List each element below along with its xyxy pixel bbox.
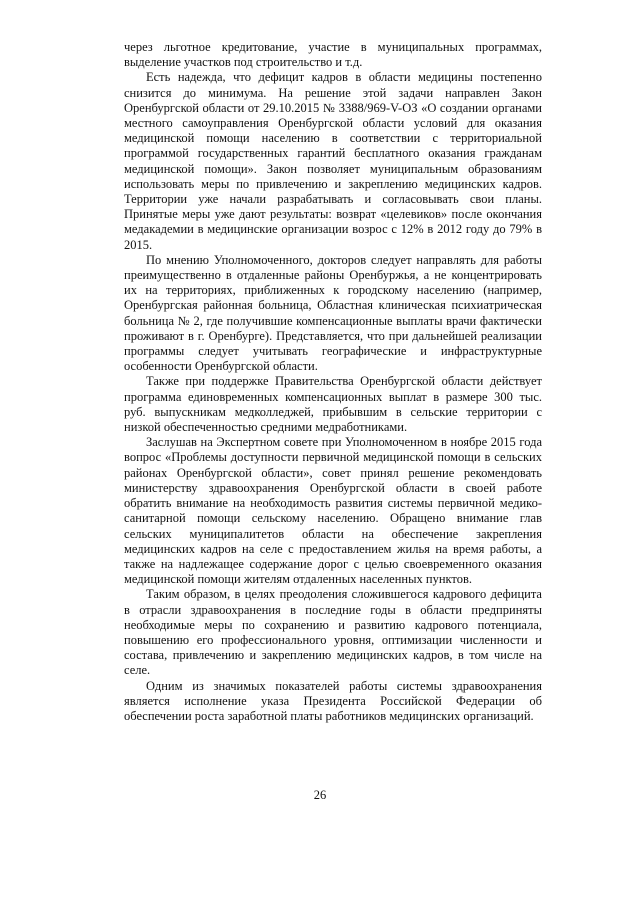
paragraph-2: Есть надежда, что дефицит кадров в области медицины постепенно снизится до минимума. На решение этой задачи направлен Закон Оренбургской области от 29.10.2015 № 3388/969-V-ОЗ «О создании органами местного самоуправления Оренбургской области условий для оказания медицинской помощи населению в соответствии с территориальной программой государственных гарантий бесплатного оказания гражданам медицинской помощи». Закон позволяет муниципальным образованиям использовать меры по привлечению и закреплению медицинских кадров. Территории уже начали разрабатывать и согласовывать свои планы. Принятые меры уже дают результаты: возврат «целевиков» после окончания медакадемии в медицинские организации возрос с 12% в 2012 году до 79% в 2015.: [124, 70, 542, 252]
paragraph-4: Также при поддержке Правительства Оренбургской области действует программа единовременных компенсационных выплат в размере 300 тыс. руб. выпускникам медколледжей, прибывшим в сельские территории с низкой обеспеченностью средними медработниками.: [124, 374, 542, 435]
page-number: 26: [313, 788, 327, 802]
paragraph-7: Одним из значимых показателей работы системы здравоохранения является исполнение указа Президента Российской Федерации об обеспечении роста заработной платы работников медицинских организаций.: [124, 678, 542, 723]
document-page: [124, 40, 542, 724]
paragraph-1: через льготное кредитование, участие в муниципальных программах, выделение участков под строительство и т.д.: [124, 40, 542, 70]
paragraph-5: Заслушав на Экспертном совете при Уполномоченном в ноябре 2015 года вопрос «Проблемы доступности первичной медицинской помощи в сельских районах Оренбургской области», совет принял решение рекомендовать министерству здравоохранения Оренбургской области в своей работе обратить внимание на необходимость развития системы первичной медико-санитарной помощи сельскому населению. Обращено внимание глав сельских муниципалитетов области на обеспечение закрепления медицинских кадров на селе с предоставлением жилья на время работы, а также на надлежащее содержание дорог с целью своевременного оказания медицинской помощи жителям отдаленных населенных пунктов.: [124, 435, 542, 587]
paragraph-6: Таким образом, в целях преодоления сложившегося кадрового дефицита в отрасли здравоохранения в последние годы в области предприняты необходимые меры по сохранению и развитию кадрового потенциала, повышению его профессионального уровня, оптимизации численности и состава, привлечению и закреплению медицинских кадров, в том числе на селе.: [124, 587, 542, 678]
paragraph-3: По мнению Уполномоченного, докторов следует направлять для работы преимущественно в отдаленные районы Оренбуржья, а не концентрировать их на территориях, приближенных к городскому населению (например, Оренбургская районная больница, Областная клиническая психиатрическая больница № 2, где получившие компенсационные выплаты врачи фактически проживают в г. Оренбурге). Представляется, что при дальнейшей реализации программы следует учитывать географические и инфраструктурные особенности Оренбургской области.: [124, 252, 542, 374]
